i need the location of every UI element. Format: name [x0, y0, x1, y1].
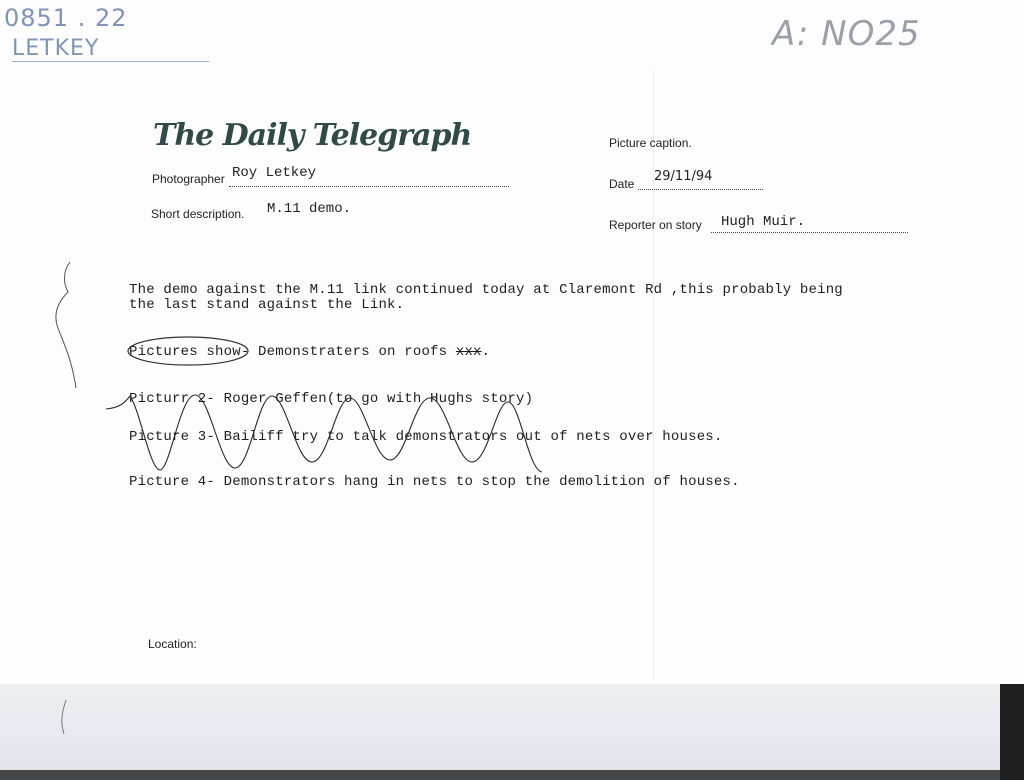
scan-edge-shadow [1000, 684, 1024, 780]
picture-2-line: Picturr 2- Roger Geffen(to go with Hughs story) [129, 391, 534, 407]
caption-line-1: The demo against the M.11 link continued today at Claremont Rd ,this probably being [129, 282, 843, 298]
picture-caption-label: Picture caption. [609, 136, 692, 150]
pictures-show-label: Pictures show- [129, 344, 250, 360]
short-description-label: Short description. [151, 207, 245, 221]
photographer-dotted-line [229, 186, 509, 187]
bottom-paper-band [0, 684, 1000, 780]
pictures-show-struck-text: xxx [455, 344, 482, 360]
photographer-value: Roy Letkey [232, 165, 317, 181]
pictures-show-line [129, 344, 490, 360]
photographer-label: Photographer [152, 172, 225, 186]
scan-bottom-edge [0, 770, 1000, 780]
reporter-label: Reporter on story [609, 218, 702, 232]
picture-3-line: Picture 3- Bailiff try to talk demonstrators out of nets over houses. [129, 429, 723, 445]
pictures-show-end: . [481, 344, 491, 360]
pictures-show-text: Demonstraters on roofs [249, 344, 456, 360]
paper-fold-line [653, 70, 654, 680]
handwritten-photographer-name: LETKEY [12, 36, 209, 62]
reporter-value: Hugh Muir. [721, 214, 806, 230]
date-value: 29/11/94 [654, 169, 713, 184]
caption-line-2: the last stand against the Link. [129, 297, 405, 313]
handwritten-reference: 0851 . 22 [4, 4, 128, 32]
location-label: Location: [148, 637, 197, 651]
handwritten-code: A: NO25 [772, 14, 921, 54]
reporter-dotted-line [711, 232, 908, 233]
newspaper-masthead: The Daily Telegraph [153, 118, 472, 153]
date-dotted-line [638, 189, 763, 190]
short-description-value: M.11 demo. [267, 201, 352, 217]
date-label: Date [609, 177, 635, 191]
picture-4-line: Picture 4- Demonstrators hang in nets to stop the demolition of houses. [129, 474, 740, 490]
